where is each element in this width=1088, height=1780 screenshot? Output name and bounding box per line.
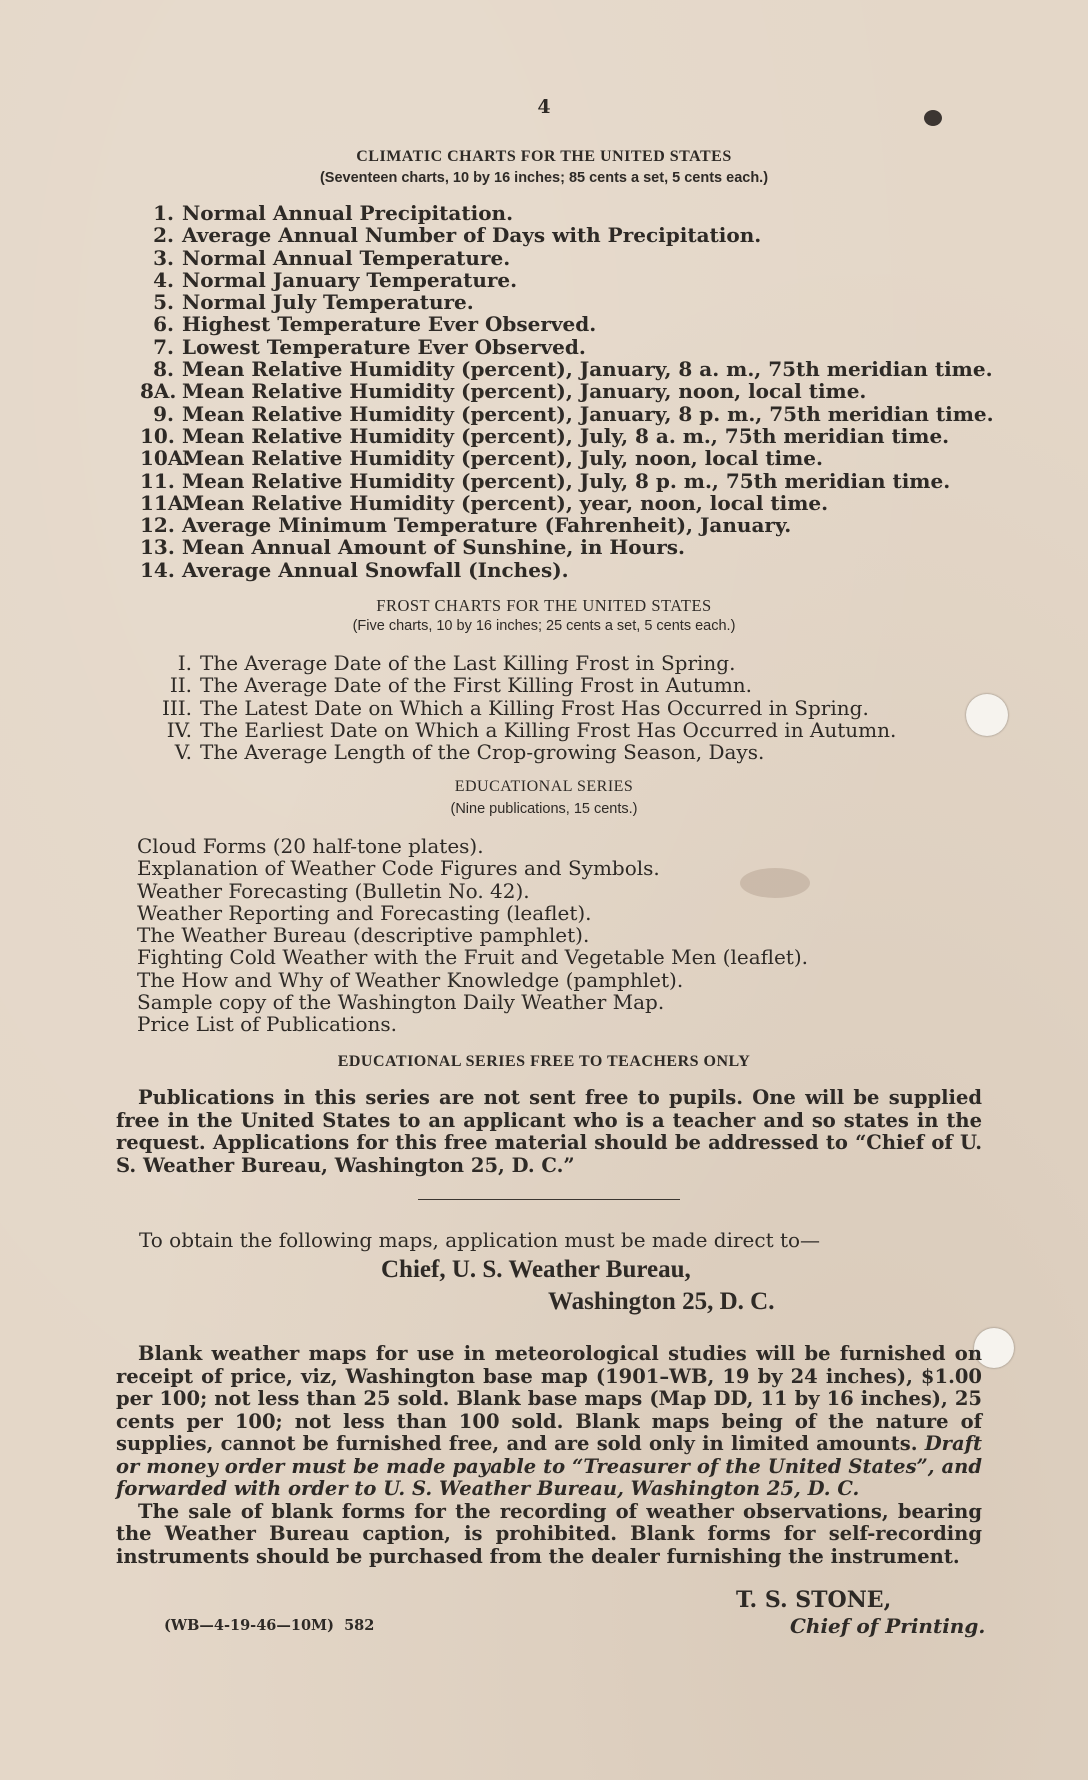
blank-maps-text: Blank weather maps for use in meteorological studies will be furnished on receipt of price, viz, Washington base map (1901–WB, 19 by 24 inches), $1.00 per 100; not less than 25 sold. Blank base maps (Map DD, 11 by 16 inches), 25 cents per 100; not less than 100 sold. Blank maps being of the nature of supplies, cannot be furnished free, and are sold only in limited amounts. bbox=[116, 1342, 982, 1455]
list-item: II. The Average Date of the First Killing Frost in Autumn. bbox=[169, 673, 753, 698]
climatic-list bbox=[140, 202, 994, 581]
list-item: 10. Mean Relative Humidity (percent), July, 8 a. m., 75th meridian time. bbox=[140, 423, 950, 448]
educational-heading: EDUCATIONAL SERIES bbox=[454, 778, 634, 795]
list-item: V. The Average Length of the Crop-growing Season, Days. bbox=[174, 740, 765, 765]
forms-paragraph: The sale of blank forms for the recording of weather observations, bearing the Weather Bureau caption, is prohibited. Blank forms for self-recording instruments should be purchased from the dealer furnishing the instrument. bbox=[116, 1499, 982, 1568]
teachers-section bbox=[116, 1087, 982, 1177]
frost-list bbox=[150, 652, 896, 763]
list-item: IV. The Earliest Date on Which a Killing Frost Has Occurred in Autumn. bbox=[166, 717, 897, 742]
page-number: 4 bbox=[537, 96, 551, 118]
list-item: Sample copy of the Washington Daily Weather Map. bbox=[137, 990, 665, 1015]
signatory-name: T. S. STONE, bbox=[736, 1587, 892, 1613]
list-item: 11A.Mean Relative Humidity (percent), year, noon, local time. bbox=[140, 490, 829, 515]
list-item: 12. Average Minimum Temperature (Fahrenheit), January. bbox=[140, 513, 792, 538]
list-item: 8A. Mean Relative Humidity (percent), January, noon, local time. bbox=[140, 379, 867, 404]
list-item: Fighting Cold Weather with the Fruit and Vegetable Men (leaflet). bbox=[137, 945, 808, 970]
list-item: 7. Lowest Temperature Ever Observed. bbox=[153, 334, 586, 359]
list-item: Weather Reporting and Forecasting (leaflet). bbox=[137, 900, 592, 925]
list-item: The How and Why of Weather Knowledge (pamphlet). bbox=[137, 967, 684, 992]
print-code: (WB—4-19-46—10M) 582 bbox=[164, 1617, 375, 1634]
frost-heading: FROST CHARTS FOR THE UNITED STATES bbox=[376, 596, 712, 615]
maps-section bbox=[116, 1343, 982, 1568]
frost-subheading: (Five charts, 10 by 16 inches; 25 cents a set, 5 cents each.) bbox=[352, 618, 736, 634]
list-item: Explanation of Weather Code Figures and Symbols. bbox=[137, 856, 660, 881]
list-item: 10A.Mean Relative Humidity (percent), July, noon, local time. bbox=[140, 446, 823, 471]
climatic-subheading: (Seventeen charts, 10 by 16 inches; 85 cents a set, 5 cents each.) bbox=[319, 170, 769, 186]
list-item: 9. Mean Relative Humidity (percent), January, 8 p. m., 75th meridian time. bbox=[153, 401, 994, 426]
educational-list bbox=[137, 835, 808, 1036]
teachers-paragraph: Publications in this series are not sent free to pupils. One will be supplied free in the United States to an applicant who is a teacher and so states in the request. Applications for this free material should be addressed to “Chief of U. S. Weather Bureau, Washington 25, D. C.” bbox=[116, 1086, 982, 1177]
teachers-heading: EDUCATIONAL SERIES FREE TO TEACHERS ONLY bbox=[337, 1053, 751, 1070]
print-number: 582 bbox=[344, 1617, 375, 1634]
maps-intro: To obtain the following maps, application must be made direct to— bbox=[139, 1228, 821, 1252]
list-item: 3. Normal Annual Temperature. bbox=[153, 245, 511, 270]
punch-hole bbox=[966, 694, 1008, 736]
list-item: 1. Normal Annual Precipitation. bbox=[153, 201, 514, 225]
blank-maps-paragraph bbox=[116, 1343, 982, 1501]
climatic-heading: CLIMATIC CHARTS FOR THE UNITED STATES bbox=[356, 148, 732, 165]
list-item: 8. Mean Relative Humidity (percent), January, 8 a. m., 75th meridian time. bbox=[153, 357, 993, 382]
list-item: The Weather Bureau (descriptive pamphlet). bbox=[137, 923, 590, 948]
list-item: Weather Forecasting (Bulletin No. 42). bbox=[137, 878, 530, 903]
list-item: 5. Normal July Temperature. bbox=[153, 290, 474, 315]
list-item: Price List of Publications. bbox=[137, 1012, 397, 1037]
list-item: 11. Mean Relative Humidity (percent), July, 8 p. m., 75th meridian time. bbox=[140, 468, 951, 493]
list-item: 13. Mean Annual Amount of Sunshine, in Hours. bbox=[140, 535, 685, 560]
section-divider bbox=[418, 1199, 680, 1200]
list-item: III. The Latest Date on Which a Killing Frost Has Occurred in Spring. bbox=[161, 695, 869, 720]
list-item: 14. Average Annual Snowfall (Inches). bbox=[140, 557, 569, 582]
signatory-title: Chief of Printing. bbox=[790, 1614, 986, 1638]
payment-note: Draft or money order must be made payable to “Treasurer of the United States”, and forwarded with order to U. S. Weather Bureau, Washington 25, D. C. bbox=[116, 1432, 982, 1500]
educational-subheading: (Nine publications, 15 cents.) bbox=[450, 801, 638, 817]
list-item: 4. Normal January Temperature. bbox=[153, 267, 518, 292]
list-item: Cloud Forms (20 half-tone plates). bbox=[137, 834, 484, 858]
address-line-2: Washington 25, D. C. bbox=[548, 1288, 775, 1315]
list-item: 2. Average Annual Number of Days with Precipitation. bbox=[153, 223, 762, 248]
address-line-1: Chief, U. S. Weather Bureau, bbox=[381, 1256, 691, 1283]
list-item: I. The Average Date of the Last Killing Frost in Spring. bbox=[177, 651, 736, 675]
list-item: 6. Highest Temperature Ever Observed. bbox=[153, 312, 597, 337]
